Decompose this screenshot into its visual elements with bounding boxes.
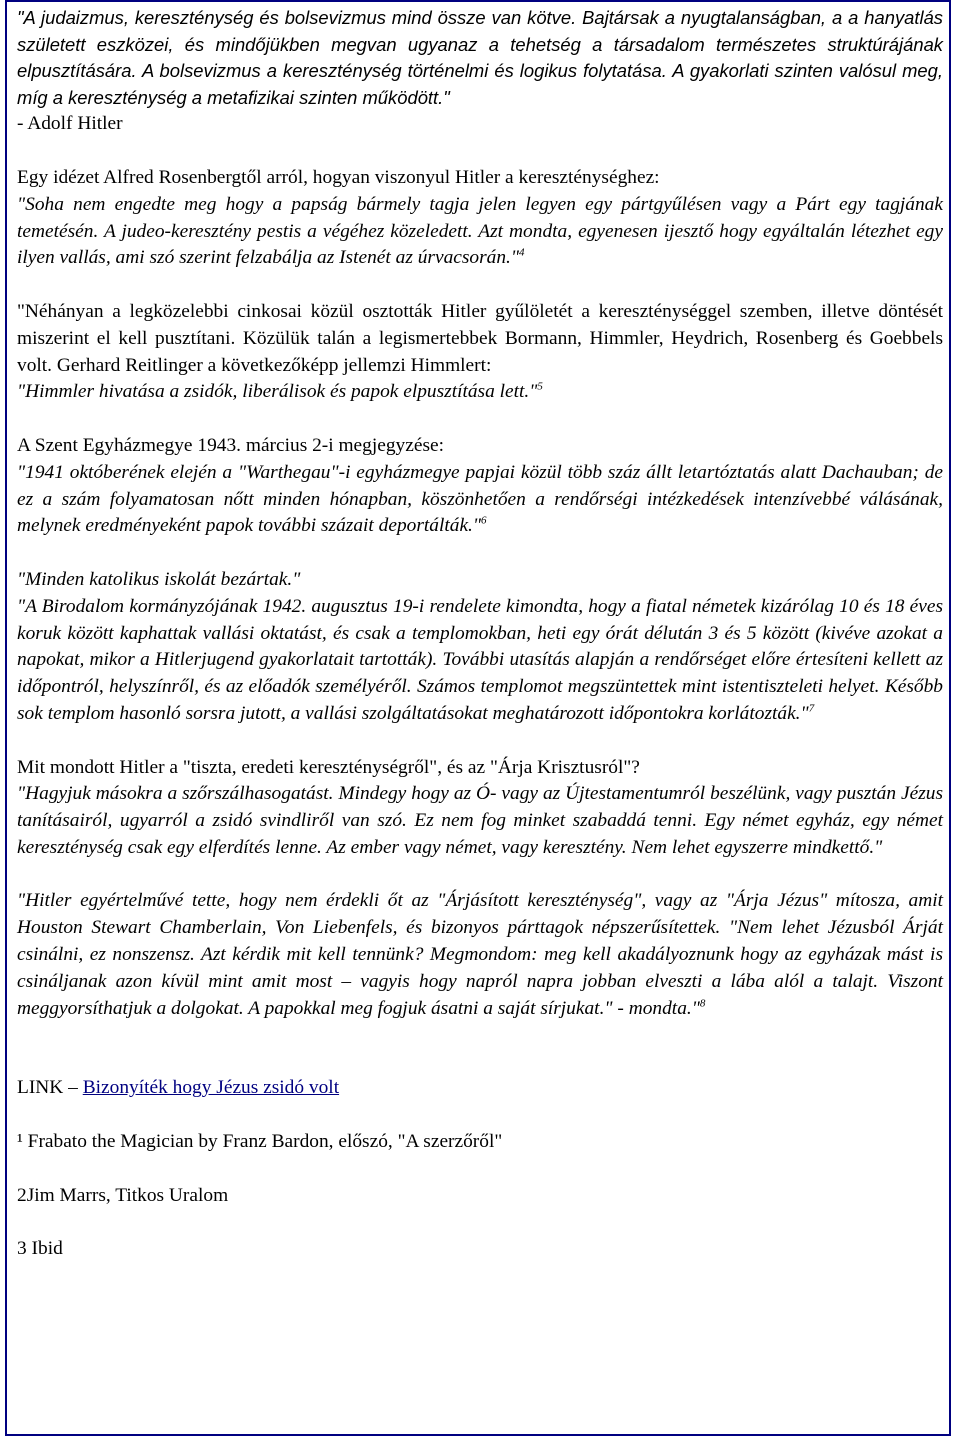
final-section bbox=[17, 888, 943, 1022]
aryan-section bbox=[17, 755, 943, 862]
diocese-section bbox=[17, 433, 943, 540]
aryan-question: Mit mondott Hitler a "tiszta, eredeti kereszténységről", és az "Árja Krisztusról"? bbox=[17, 756, 640, 778]
footnote-ref: 5 bbox=[537, 380, 543, 393]
document-body bbox=[17, 5, 943, 1263]
footnote-2: 2Jim Marrs, Titkos Uralom bbox=[17, 1184, 229, 1206]
footnote-ref: 4 bbox=[519, 246, 525, 259]
final-quote: "Hitler egyértelművé tette, hogy nem érdekli őt az "Árjásított kereszténység", vagy az "Árja Jézus" mítosza, amit Houston Stewart Chamberlain, Von Liebenfels, és bizonyos párttagok népszerűsítettek. "Nem lehet Jézusból Árját csinálni, ez nonszensz. Azt kérdik mit kell tennünk? Megmondom: meg kell akadályoznunk hogy az egyházak mást is csináljanak azon kívül mint amit most – vagyis hogy napról napra jobban elveszti a lába alól a talajt. Viszont meggyorsíthatjuk a dolgokat. A papokkal meg fogjuk ásatni a saját sírjukat." - mondta."$^8$ bbox=[17, 890, 943, 1019]
footnote-ref: 8 bbox=[699, 997, 706, 1010]
schools-line: "Minden katolikus iskolát bezártak." bbox=[17, 568, 301, 590]
hitler-quote: "A judaizmus, kereszténység és bolsevizmus mind össze van kötve. Bajtársak a nyugtalanságban, a a hanyatlás született eszközei, és mindőjükben megvan ugyanaz a tehetség a társadalom természetes struktúrájának elpusztítására. A bolsevizmus a kereszténység történelmi és logikus folytatása. A gyakorlati szinten valósul meg, míg a kereszténység a metafizikai szinten működött." bbox=[17, 7, 943, 108]
rosenberg-quote: "Soha nem engedte meg hogy a papság bármely tagja jelen legyen egy pártgyűlésen vagy a Párt egy tagjának temetésén. A judeo-keresztény pestis a végéhez közeledett. Azt mondta, egyenesen ijesztő hogy egyáltalán létezhet egy ilyen vallás, ami szó szerint felzabálja az Istenét az úrvacsorán."$^4$ bbox=[17, 193, 943, 269]
link-line bbox=[17, 1075, 943, 1102]
diocese-intro: A Szent Egyházmegye 1943. március 2-i megjegyzése: bbox=[17, 434, 445, 456]
rosenberg-section bbox=[17, 165, 943, 272]
footnote-ref: 7 bbox=[808, 702, 815, 715]
hitler-attribution: - Adolf Hitler bbox=[17, 113, 123, 135]
schools-section bbox=[17, 567, 943, 728]
footnote-3: 3 Ibid bbox=[17, 1238, 63, 1260]
himmler-quote: "Himmler hivatása a zsidók, liberálisok és papok elpusztítása lett."$^5$ bbox=[17, 380, 543, 403]
footnote-1: ¹ Frabato the Magician by Franz Bardon, előszó, "A szerzőről" bbox=[17, 1131, 503, 1153]
proof-link[interactable]: Bizonyíték hogy Jézus zsidó volt bbox=[82, 1077, 340, 1099]
rosenberg-intro: Egy idézet Alfred Rosenbergtől arról, hogyan viszonyul Hitler a kereszténységhez: bbox=[17, 166, 660, 188]
himmler-text: "Néhányan a legközelebbi cinkosai közül osztották Hitler gyűlöletét a kereszténységgel szemben, illetve döntését miszerint el kell pusztítani. Közülük talán a legismertebbek Bormann, Himmler, Heydrich, Rosenberg és Goebbels volt. Gerhard Reitlinger a következőképp jellemzi Himmlert: bbox=[17, 300, 943, 376]
diocese-quote: "1941 októberének elején a "Warthegau"-i egyházmegye papjai közül több száz állt letartóztatás alatt Dachauban; de ez a szám folyamatosan nőtt minden hónapban, köszönhetően a rendőrségi intézkedések intenzívebbé válásának, melynek eredményeként papok további százait deportálták."$^6$ bbox=[17, 461, 943, 537]
hitler-quote-section bbox=[17, 5, 943, 138]
link-label: LINK – bbox=[17, 1077, 78, 1099]
himmler-section bbox=[17, 299, 943, 406]
schools-quote: "A Birodalom kormányzójának 1942. augusztus 19-i rendelete kimondta, hogy a fiatal németek kizárólag 10 és 18 éves koruk között kaphattak vallási oktatást, és csak a templomokban, heti egy órát délután 3 és 5 között (kivéve azokat a napokat, mikor a Hitlerjugend gyakorlatait tartották). További utasítás alapján a rendőrséget előre értesíteni kellett az időpontról, helyszínről, és az előadók személyéről. Számos templomot megszüntettek mint istentiszteleti helyet. Később sok templom hasonló sorsra jutott, a vallási szolgáltatásokat meghatározott időpontokra korlátozták."$^7$ bbox=[17, 595, 943, 724]
footnotes bbox=[17, 1129, 943, 1263]
aryan-quote: "Hagyjuk másokra a szőrszálhasogatást. Mindegy hogy az Ó- vagy az Újtestamentumról beszélünk, vagy pusztán Jézus tanításairól, ugyarról a zsidó svindliről van szó. Ez nem fog minket szabaddá tenni. Egy német egyház, egy német kereszténység csak egy elferdítés lenne. Az ember vagy német, vagy keresztény. Nem lehet egyszerre mindkettő." bbox=[17, 783, 943, 858]
footnote-ref: 6 bbox=[481, 514, 487, 527]
